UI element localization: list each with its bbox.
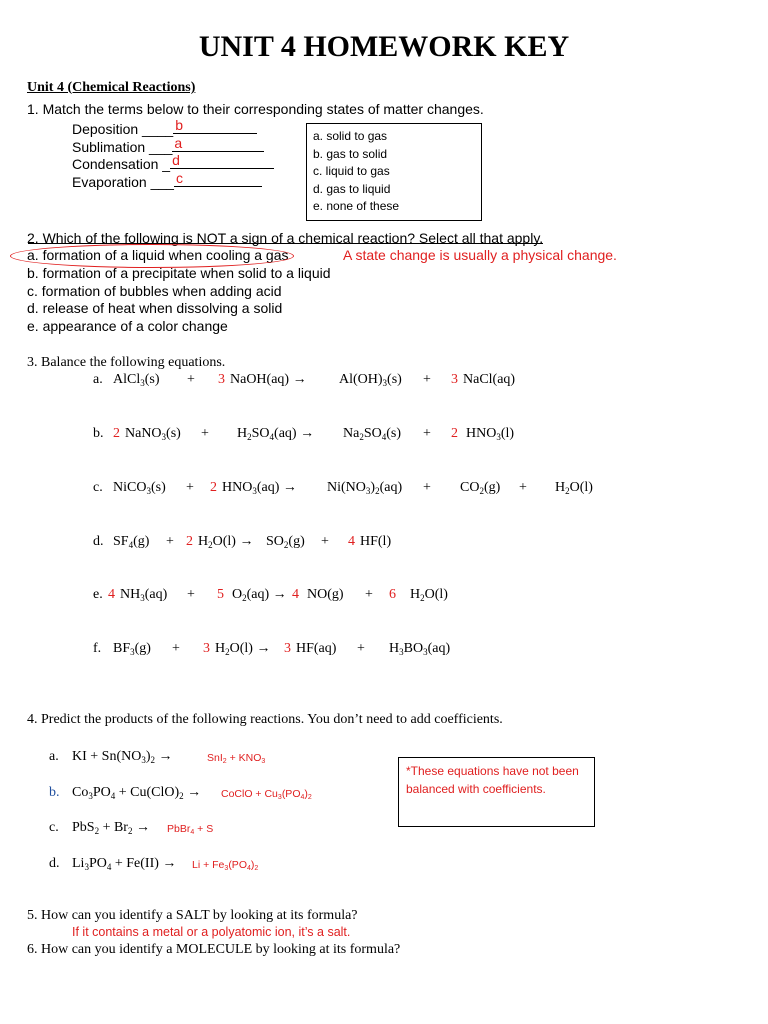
rx-reactants: $Co_3PO_4 + Cu(ClO)_2$ → (72, 785, 202, 801)
eq-term: $O_2(aq)$ → (232, 587, 287, 603)
choice-d: d. gas to liquid (313, 181, 391, 196)
equation-a (0, 372, 768, 392)
rx-reactants: $Li_3PO_4 + Fe(II)$ → (72, 856, 177, 872)
eq-term: HF(l) (360, 534, 392, 549)
eq-term: $H_2O(l)$ → (215, 641, 271, 657)
choice-e: e. none of these (313, 199, 400, 213)
eq-term: $SF_4(g)$ (113, 534, 150, 550)
eq-label: e. (93, 587, 103, 602)
coefficient: 2 (113, 426, 120, 441)
q2-note: A state change is usually a physical change. (343, 247, 617, 263)
page-title: UNIT 4 HOMEWORK KEY (198, 30, 570, 63)
plus: + (187, 587, 195, 602)
q5-answer: If it contains a metal or a polyatomic ion, it’s a salt. (72, 925, 351, 939)
rx-label: a. (49, 749, 59, 764)
term-label: Condensation _ (72, 156, 171, 172)
eq-term: $SO_2(g)$ (266, 534, 305, 550)
coefficient: 2 (186, 534, 193, 549)
eq-term: $HNO_3(l)$ (466, 426, 515, 442)
rx-reactants: KI + $Sn(NO_3)_2$ → (72, 749, 173, 765)
rx-products: $Li + Fe_3(PO_4)_2$ (192, 859, 259, 872)
q2-option-d: d. release of heat when dissolving a solid (27, 300, 283, 316)
q2-option-c: c. formation of bubbles when adding acid (27, 283, 282, 299)
coefficient: 3 (218, 372, 225, 387)
plus: + (423, 480, 431, 495)
term-answer: d (172, 152, 180, 168)
plus: + (201, 426, 209, 441)
term-label: Sublimation ___ (72, 139, 173, 155)
eq-label: f. (93, 641, 102, 656)
plus: + (166, 534, 174, 549)
plus: + (186, 480, 194, 495)
coefficient: 3 (451, 372, 458, 387)
reaction-c (0, 820, 400, 840)
equation-d (0, 534, 768, 554)
q4-note-box: *These equations have not been balanced with coefficients. (398, 757, 595, 827)
term-answer: c (175, 170, 183, 186)
choice-c: c. liquid to gas (313, 164, 390, 178)
eq-label: b. (93, 426, 104, 441)
coefficient: 3 (284, 641, 291, 656)
term-label: Evaporation ___ (72, 174, 174, 190)
q4-prompt: 4. Predict the products of the following reactions. You don’t need to add coefficients. (27, 712, 503, 727)
eq-term: $Ni(NO_3)_2(aq)$ (327, 480, 403, 496)
plus: + (519, 480, 527, 495)
eq-term: $H_2O(l)$ → (198, 534, 254, 550)
eq-term: $Al(OH)_3(s)$ (339, 372, 402, 388)
reaction-a (0, 749, 400, 769)
eq-term: $H_3BO_3(aq)$ (389, 641, 451, 657)
coefficient: 3 (203, 641, 210, 656)
rx-products: $SnI_2 + KNO_3$ (207, 752, 266, 765)
eq-label: a. (93, 372, 103, 387)
eq-term: $H_2SO_4(aq)$ → (237, 426, 315, 442)
eq-term: AlCl$_3$(s) (113, 372, 160, 388)
eq-term: $CO_2(g)$ (460, 480, 501, 496)
unit-heading: Unit 4 (Chemical Reactions) (27, 80, 196, 95)
eq-term: NiCO$_3$(s) (113, 480, 166, 496)
eq-term: $BF_3(g)$ (113, 641, 151, 657)
equation-f (0, 641, 768, 661)
eq-term: $NH_3(aq)$ (120, 587, 168, 603)
eq-term: $H_2O(l)$ (410, 587, 448, 603)
eq-term: HF(aq) (296, 641, 337, 656)
plus: + (172, 641, 180, 656)
q1-term-evaporation (72, 172, 262, 190)
term-answer: a (174, 135, 183, 151)
plus: + (423, 372, 431, 387)
rx-products: CoClO + $Cu_3(PO_4)_2$ (221, 788, 312, 801)
rx-reactants: $PbS_2 + Br_2$ → (72, 820, 150, 836)
q2-option-b: b. formation of a precipitate when solid to a liquid (27, 265, 331, 281)
eq-term: $HNO_3(aq)$ → (222, 480, 297, 496)
q3-prompt: 3. Balance the following equations. (27, 355, 226, 370)
q1-choices-box (306, 123, 482, 221)
eq-term: NaCl(aq) (463, 372, 516, 387)
coefficient: 4 (348, 534, 355, 549)
coefficient: 4 (292, 587, 299, 602)
coefficient: 2 (210, 480, 217, 495)
coefficient: 2 (451, 426, 458, 441)
equation-b (0, 426, 768, 446)
term-label: Deposition ____ (72, 121, 174, 137)
plus: + (357, 641, 365, 656)
term-answer: b (175, 117, 183, 133)
coefficient: 5 (217, 587, 224, 602)
eq-term: $H_2O(l)$ (555, 480, 593, 496)
equation-e (0, 587, 768, 607)
q6-prompt: 6. How can you identify a MOLECULE by looking at its formula? (27, 942, 401, 957)
q2-option-a: a. formation of a liquid when cooling a gas (27, 247, 289, 263)
eq-label: c. (93, 480, 103, 495)
plus: + (321, 534, 329, 549)
reaction-d (0, 856, 400, 876)
rx-label: b. (49, 785, 60, 800)
rx-label: c. (49, 820, 59, 835)
q5-prompt: 5. How can you identify a SALT by looking at its formula? (27, 908, 358, 923)
plus: + (423, 426, 431, 441)
q2-option-e: e. appearance of a color change (27, 318, 228, 334)
coefficient: 4 (108, 587, 115, 602)
eq-label: d. (93, 534, 104, 549)
plus: + (365, 587, 373, 602)
coefficient: 6 (389, 587, 396, 602)
eq-term: $Na_2SO_4(s)$ (343, 426, 402, 442)
rx-label: d. (49, 856, 60, 871)
choice-b: b. gas to solid (313, 146, 388, 161)
equation-c (0, 480, 768, 500)
plus: + (187, 372, 195, 387)
eq-term: NaNO$_3$(s) (125, 426, 181, 442)
reaction-b (0, 785, 400, 805)
eq-term: NaOH(aq) → (230, 372, 307, 387)
eq-term: NO(g) (307, 587, 344, 602)
q2-prompt: 2. Which of the following is NOT a sign of a chemical reaction? Select all that apply. (27, 230, 544, 246)
rx-products: PbBr$_4$ + S (167, 823, 214, 836)
q1-prompt: 1. Match the terms below to their corresponding states of matter changes. (27, 101, 484, 117)
choice-a: a. solid to gas (313, 129, 388, 143)
